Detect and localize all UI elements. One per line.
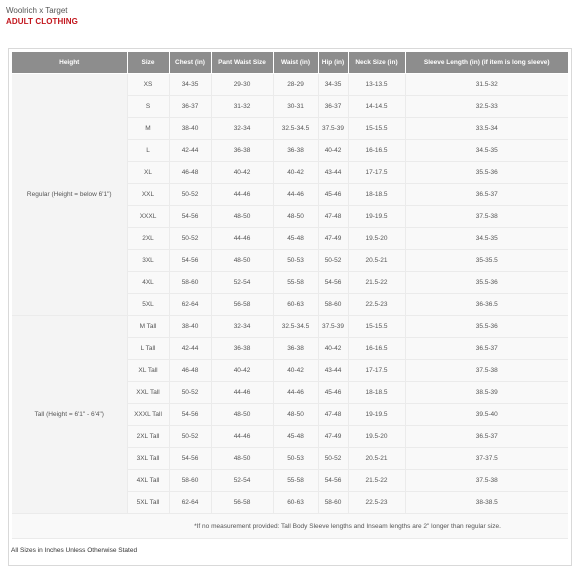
cell-sleeve: 38-38.5 — [405, 492, 568, 514]
cell-size: XL Tall — [127, 360, 169, 382]
cell-waist: 45-48 — [273, 426, 318, 448]
cell-waist: 44-46 — [273, 184, 318, 206]
cell-neck: 19.5-20 — [348, 426, 405, 448]
cell-size: XS — [127, 74, 169, 96]
cell-sleeve: 36.5-37 — [405, 338, 568, 360]
column-header-height: Height — [12, 52, 127, 74]
cell-hip: 37.5-39 — [318, 316, 348, 338]
column-header-chest: Chest (in) — [169, 52, 211, 74]
cell-chest: 38-40 — [169, 316, 211, 338]
cell-chest: 62-64 — [169, 294, 211, 316]
cell-waist: 48-50 — [273, 404, 318, 426]
cell-neck: 21.5-22 — [348, 470, 405, 492]
cell-size: 5XL Tall — [127, 492, 169, 514]
cell-size: M Tall — [127, 316, 169, 338]
cell-pant-waist: 32-34 — [211, 316, 273, 338]
cell-sleeve: 37.5-38 — [405, 206, 568, 228]
cell-chest: 54-56 — [169, 250, 211, 272]
cell-chest: 54-56 — [169, 206, 211, 228]
cell-waist: 60-63 — [273, 492, 318, 514]
table-body — [12, 74, 568, 539]
cell-neck: 22.5-23 — [348, 294, 405, 316]
column-header-hip: Hip (in) — [318, 52, 348, 74]
cell-hip: 54-56 — [318, 272, 348, 294]
cell-chest: 50-52 — [169, 228, 211, 250]
cell-pant-waist: 44-46 — [211, 228, 273, 250]
cell-waist: 28-29 — [273, 74, 318, 96]
cell-sleeve: 35.5-36 — [405, 162, 568, 184]
table-header — [12, 52, 568, 74]
cell-hip: 45-46 — [318, 184, 348, 206]
cell-hip: 54-56 — [318, 470, 348, 492]
cell-pant-waist: 48-50 — [211, 448, 273, 470]
cell-chest: 54-56 — [169, 448, 211, 470]
cell-hip: 47-49 — [318, 426, 348, 448]
cell-sleeve: 39.5-40 — [405, 404, 568, 426]
cell-size: 3XL — [127, 250, 169, 272]
column-header-pant-waist: Pant Waist Size — [211, 52, 273, 74]
cell-neck: 18-18.5 — [348, 382, 405, 404]
cell-hip: 50-52 — [318, 448, 348, 470]
cell-hip: 58-60 — [318, 492, 348, 514]
cell-size: XXL Tall — [127, 382, 169, 404]
cell-waist: 50-53 — [273, 250, 318, 272]
cell-pant-waist: 29-30 — [211, 74, 273, 96]
cell-sleeve: 32.5-33 — [405, 96, 568, 118]
footer-note: All Sizes in Inches Unless Otherwise Stated — [11, 547, 138, 554]
cell-hip: 40-42 — [318, 338, 348, 360]
cell-chest: 34-35 — [169, 74, 211, 96]
cell-chest: 58-60 — [169, 272, 211, 294]
cell-pant-waist: 36-38 — [211, 338, 273, 360]
cell-waist: 36-38 — [273, 140, 318, 162]
cell-waist: 48-50 — [273, 206, 318, 228]
cell-size: XXL — [127, 184, 169, 206]
tall-sizing-note: *If no measurement provided: Tall Body Sleeve lengths and Inseam lengths are 2" longer than regular size. — [127, 514, 568, 539]
cell-sleeve: 37-37.5 — [405, 448, 568, 470]
cell-sleeve: 35.5-36 — [405, 272, 568, 294]
cell-pant-waist: 56-58 — [211, 294, 273, 316]
cell-size: 2XL Tall — [127, 426, 169, 448]
table-row — [12, 316, 568, 338]
cell-size: XL — [127, 162, 169, 184]
cell-chest: 38-40 — [169, 118, 211, 140]
cell-waist: 50-53 — [273, 448, 318, 470]
cell-hip: 47-48 — [318, 206, 348, 228]
cell-waist: 45-48 — [273, 228, 318, 250]
cell-chest: 42-44 — [169, 338, 211, 360]
cell-neck: 19-19.5 — [348, 206, 405, 228]
cell-size: S — [127, 96, 169, 118]
cell-waist: 30-31 — [273, 96, 318, 118]
cell-pant-waist: 44-46 — [211, 426, 273, 448]
cell-size: 2XL — [127, 228, 169, 250]
cell-size: 4XL — [127, 272, 169, 294]
cell-pant-waist: 48-50 — [211, 404, 273, 426]
cell-size: 5XL — [127, 294, 169, 316]
cell-hip: 45-46 — [318, 382, 348, 404]
cell-neck: 16-16.5 — [348, 140, 405, 162]
column-header-size: Size — [127, 52, 169, 74]
cell-neck: 15-15.5 — [348, 316, 405, 338]
cell-hip: 40-42 — [318, 140, 348, 162]
cell-neck: 21.5-22 — [348, 272, 405, 294]
cell-neck: 19-19.5 — [348, 404, 405, 426]
cell-waist: 36-38 — [273, 338, 318, 360]
cell-waist: 32.5-34.5 — [273, 316, 318, 338]
table-row — [12, 74, 568, 96]
cell-waist: 44-46 — [273, 382, 318, 404]
cell-waist: 40-42 — [273, 162, 318, 184]
cell-neck: 17-17.5 — [348, 162, 405, 184]
cell-neck: 16-16.5 — [348, 338, 405, 360]
cell-pant-waist: 32-34 — [211, 118, 273, 140]
height-group-label: Regular (Height = below 6'1") — [12, 74, 127, 316]
cell-sleeve: 34.5-35 — [405, 140, 568, 162]
cell-pant-waist: 48-50 — [211, 206, 273, 228]
section-title: ADULT CLOTHING — [6, 17, 78, 26]
cell-neck: 18-18.5 — [348, 184, 405, 206]
cell-chest: 50-52 — [169, 184, 211, 206]
cell-sleeve: 33.5-34 — [405, 118, 568, 140]
cell-pant-waist: 40-42 — [211, 162, 273, 184]
cell-waist: 55-58 — [273, 272, 318, 294]
cell-waist: 40-42 — [273, 360, 318, 382]
cell-chest: 54-56 — [169, 404, 211, 426]
cell-sleeve: 31.5-32 — [405, 74, 568, 96]
column-header-waist: Waist (in) — [273, 52, 318, 74]
cell-pant-waist: 44-46 — [211, 382, 273, 404]
cell-size: XXXL Tall — [127, 404, 169, 426]
cell-hip: 34-35 — [318, 74, 348, 96]
cell-neck: 13-13.5 — [348, 74, 405, 96]
cell-waist: 60-63 — [273, 294, 318, 316]
cell-pant-waist: 48-50 — [211, 250, 273, 272]
cell-size: 4XL Tall — [127, 470, 169, 492]
cell-pant-waist: 52-54 — [211, 272, 273, 294]
cell-hip: 37.5-39 — [318, 118, 348, 140]
cell-hip: 43-44 — [318, 162, 348, 184]
cell-size: L — [127, 140, 169, 162]
cell-sleeve: 35-35.5 — [405, 250, 568, 272]
column-header-sleeve: Sleeve Length (in) (if item is long sleeve) — [405, 52, 568, 74]
cell-chest: 36-37 — [169, 96, 211, 118]
cell-hip: 36-37 — [318, 96, 348, 118]
cell-size: M — [127, 118, 169, 140]
cell-chest: 42-44 — [169, 140, 211, 162]
cell-pant-waist: 44-46 — [211, 184, 273, 206]
cell-sleeve: 34.5-35 — [405, 228, 568, 250]
cell-waist: 55-58 — [273, 470, 318, 492]
column-header-neck: Neck Size (in) — [348, 52, 405, 74]
cell-chest: 62-64 — [169, 492, 211, 514]
cell-sleeve: 37.5-38 — [405, 470, 568, 492]
cell-pant-waist: 31-32 — [211, 96, 273, 118]
cell-hip: 47-48 — [318, 404, 348, 426]
cell-pant-waist: 52-54 — [211, 470, 273, 492]
cell-chest: 46-48 — [169, 162, 211, 184]
cell-hip: 50-52 — [318, 250, 348, 272]
header-row — [12, 52, 568, 74]
brand-name: Woolrich x Target — [6, 6, 68, 15]
cell-sleeve: 35.5-36 — [405, 316, 568, 338]
cell-hip: 43-44 — [318, 360, 348, 382]
cell-neck: 20.5-21 — [348, 448, 405, 470]
note-row — [12, 514, 568, 539]
cell-pant-waist: 36-38 — [211, 140, 273, 162]
cell-chest: 50-52 — [169, 426, 211, 448]
cell-neck: 22.5-23 — [348, 492, 405, 514]
cell-sleeve: 37.5-38 — [405, 360, 568, 382]
cell-sleeve: 36.5-37 — [405, 426, 568, 448]
cell-neck: 15-15.5 — [348, 118, 405, 140]
cell-chest: 50-52 — [169, 382, 211, 404]
size-chart-table — [12, 52, 568, 539]
cell-sleeve: 36-36.5 — [405, 294, 568, 316]
cell-neck: 14-14.5 — [348, 96, 405, 118]
cell-waist: 32.5-34.5 — [273, 118, 318, 140]
cell-sleeve: 36.5-37 — [405, 184, 568, 206]
note-spacer — [12, 514, 127, 539]
cell-neck: 20.5-21 — [348, 250, 405, 272]
cell-hip: 47-49 — [318, 228, 348, 250]
cell-hip: 58-60 — [318, 294, 348, 316]
cell-sleeve: 38.5-39 — [405, 382, 568, 404]
height-group-label: Tall (Height = 6'1" - 6'4") — [12, 316, 127, 514]
cell-size: XXXL — [127, 206, 169, 228]
cell-neck: 19.5-20 — [348, 228, 405, 250]
cell-chest: 58-60 — [169, 470, 211, 492]
cell-chest: 46-48 — [169, 360, 211, 382]
cell-size: L Tall — [127, 338, 169, 360]
cell-neck: 17-17.5 — [348, 360, 405, 382]
cell-size: 3XL Tall — [127, 448, 169, 470]
cell-pant-waist: 40-42 — [211, 360, 273, 382]
cell-pant-waist: 56-58 — [211, 492, 273, 514]
